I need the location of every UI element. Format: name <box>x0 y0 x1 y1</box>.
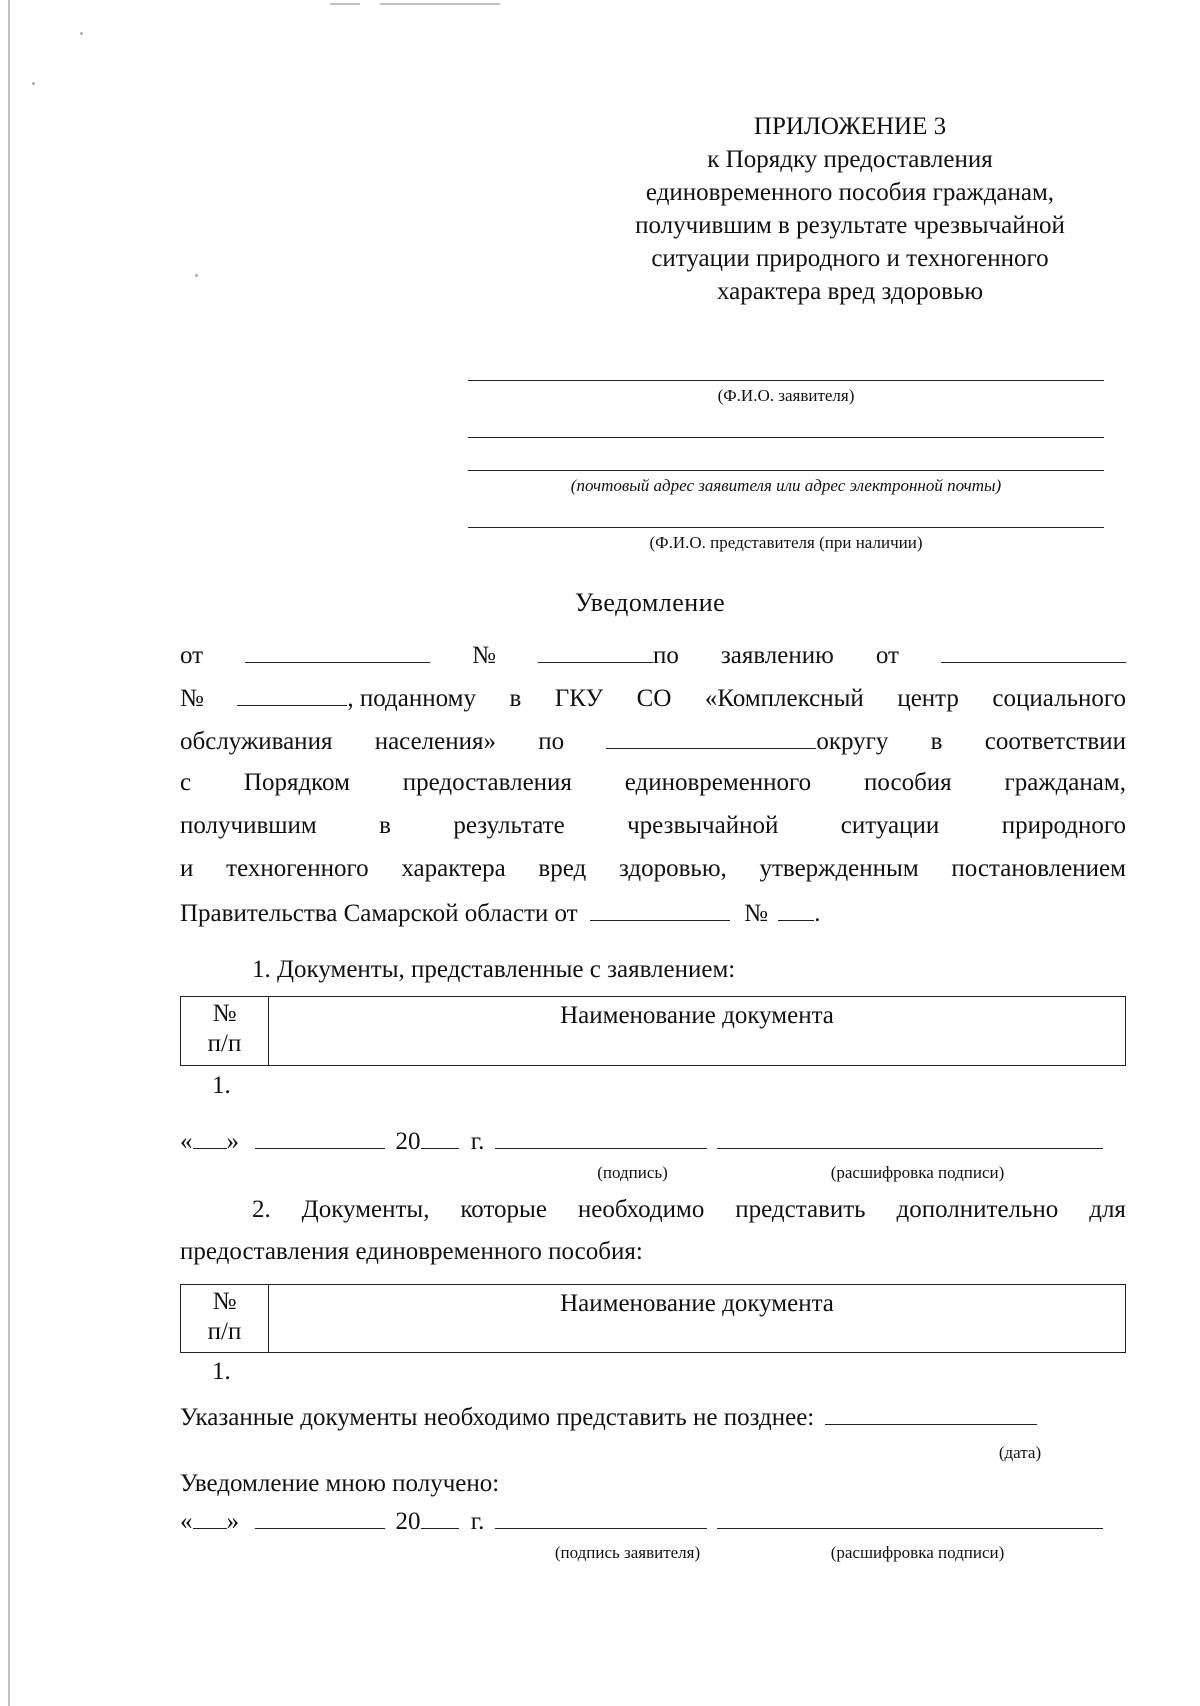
deadline-date-field[interactable] <box>825 1404 1037 1425</box>
signature-date-line-1: « » 20 г. <box>180 1128 1103 1156</box>
column-header-document-name: Наименование документа <box>269 1285 1126 1353</box>
applicant-signature-caption: (подпись заявителя) <box>554 1543 701 1562</box>
applicant-fio-field[interactable] <box>468 380 1104 381</box>
appendix-title: ПРИЛОЖЕНИЕ 3 <box>753 113 947 140</box>
scan-top-mark <box>330 3 360 5</box>
applicant-address-field-2[interactable] <box>468 470 1104 471</box>
scan-speck <box>80 32 83 35</box>
deadline-line: Указанные документы необходимо представить не позднее: <box>180 1404 1037 1432</box>
applicant-fio-caption: (Ф.И.О. заявителя) <box>717 386 855 405</box>
scan-speck <box>195 274 198 277</box>
section1-heading: 1. Документы, представленные с заявлением: <box>252 956 736 983</box>
notice-number-field[interactable] <box>538 640 653 663</box>
appendix-line: ситуации природного и техногенного <box>651 245 1049 272</box>
deadline-caption: (дата) <box>998 1443 1042 1462</box>
signature-caption: (подпись) <box>597 1163 668 1182</box>
signature-date-line-2: « » 20 г. <box>180 1508 1103 1536</box>
applicant-address-caption: (почтовый адрес заявителя или адрес электронной почты) <box>570 476 1002 495</box>
resolution-date-field[interactable] <box>590 898 730 921</box>
representative-caption: (Ф.И.О. представителя (при наличии) <box>649 533 923 552</box>
day-field[interactable] <box>193 1128 227 1149</box>
signature-field[interactable] <box>495 1128 707 1149</box>
scan-top-mark <box>380 3 500 5</box>
month-field[interactable] <box>255 1508 385 1529</box>
notice-title: Уведомление <box>574 588 726 617</box>
signature-decode-caption: (расшифровка подписи) <box>830 1543 1005 1562</box>
section2-table <box>180 1284 1126 1353</box>
column-header-number: № п/п <box>181 1285 269 1353</box>
appendix-line: к Порядку предоставления <box>707 146 993 173</box>
notice-line-5: получившим в результате чрезвычайной ситуации природного <box>180 812 1126 839</box>
notice-line-7: Правительства Самарской области от № . <box>180 900 821 927</box>
applicant-address-field[interactable] <box>468 437 1104 438</box>
month-field[interactable] <box>255 1128 385 1149</box>
notice-date-field[interactable] <box>245 640 430 663</box>
day-field[interactable] <box>193 1508 227 1529</box>
notice-line-4: с Порядком предоставления единовременного пособия гражданам, <box>180 769 1126 796</box>
signature-decode-caption: (расшифровка подписи) <box>830 1163 1005 1182</box>
scan-speck <box>32 82 35 85</box>
signature-decode-field[interactable] <box>717 1508 1103 1529</box>
column-header-document-name: Наименование документа <box>269 997 1126 1066</box>
section2-heading: 2. Документы, которые необходимо представить дополнительно для предоставления единовременного пособия: <box>180 1196 1126 1265</box>
appendix-line: единовременного пособия гражданам, <box>645 179 1055 206</box>
column-header-number: № п/п <box>181 997 269 1066</box>
district-field[interactable] <box>606 726 816 749</box>
notice-line-3: обслуживания населения» по округу в соответствии <box>180 728 1126 755</box>
signature-decode-field[interactable] <box>717 1128 1103 1149</box>
table-row-number: 1. <box>212 1072 231 1099</box>
application-date-field[interactable] <box>941 640 1126 663</box>
year-field[interactable] <box>421 1128 459 1149</box>
notice-line-2: № , поданному в ГКУ СО «Комплексный центр социального <box>180 685 1126 712</box>
notice-line-6: и техногенного характера вред здоровью, утвержденным постановлением <box>180 855 1126 882</box>
year-field[interactable] <box>421 1508 459 1529</box>
appendix-line: характера вред здоровью <box>716 278 984 305</box>
table-row-number: 1. <box>212 1358 231 1385</box>
representative-fio-field[interactable] <box>468 527 1104 528</box>
appendix-line: получившим в результате чрезвычайной <box>635 212 1065 239</box>
scan-left-edge <box>8 0 10 1706</box>
appendix-header <box>560 110 1140 308</box>
received-label: Уведомление мною получено: <box>180 1470 500 1497</box>
section1-table <box>180 996 1126 1066</box>
application-number-field[interactable] <box>237 683 347 706</box>
notice-body <box>180 640 1126 941</box>
resolution-number-field[interactable] <box>778 898 814 921</box>
applicant-signature-field[interactable] <box>495 1508 707 1529</box>
notice-line-1: от № по заявлению от <box>180 640 1126 683</box>
